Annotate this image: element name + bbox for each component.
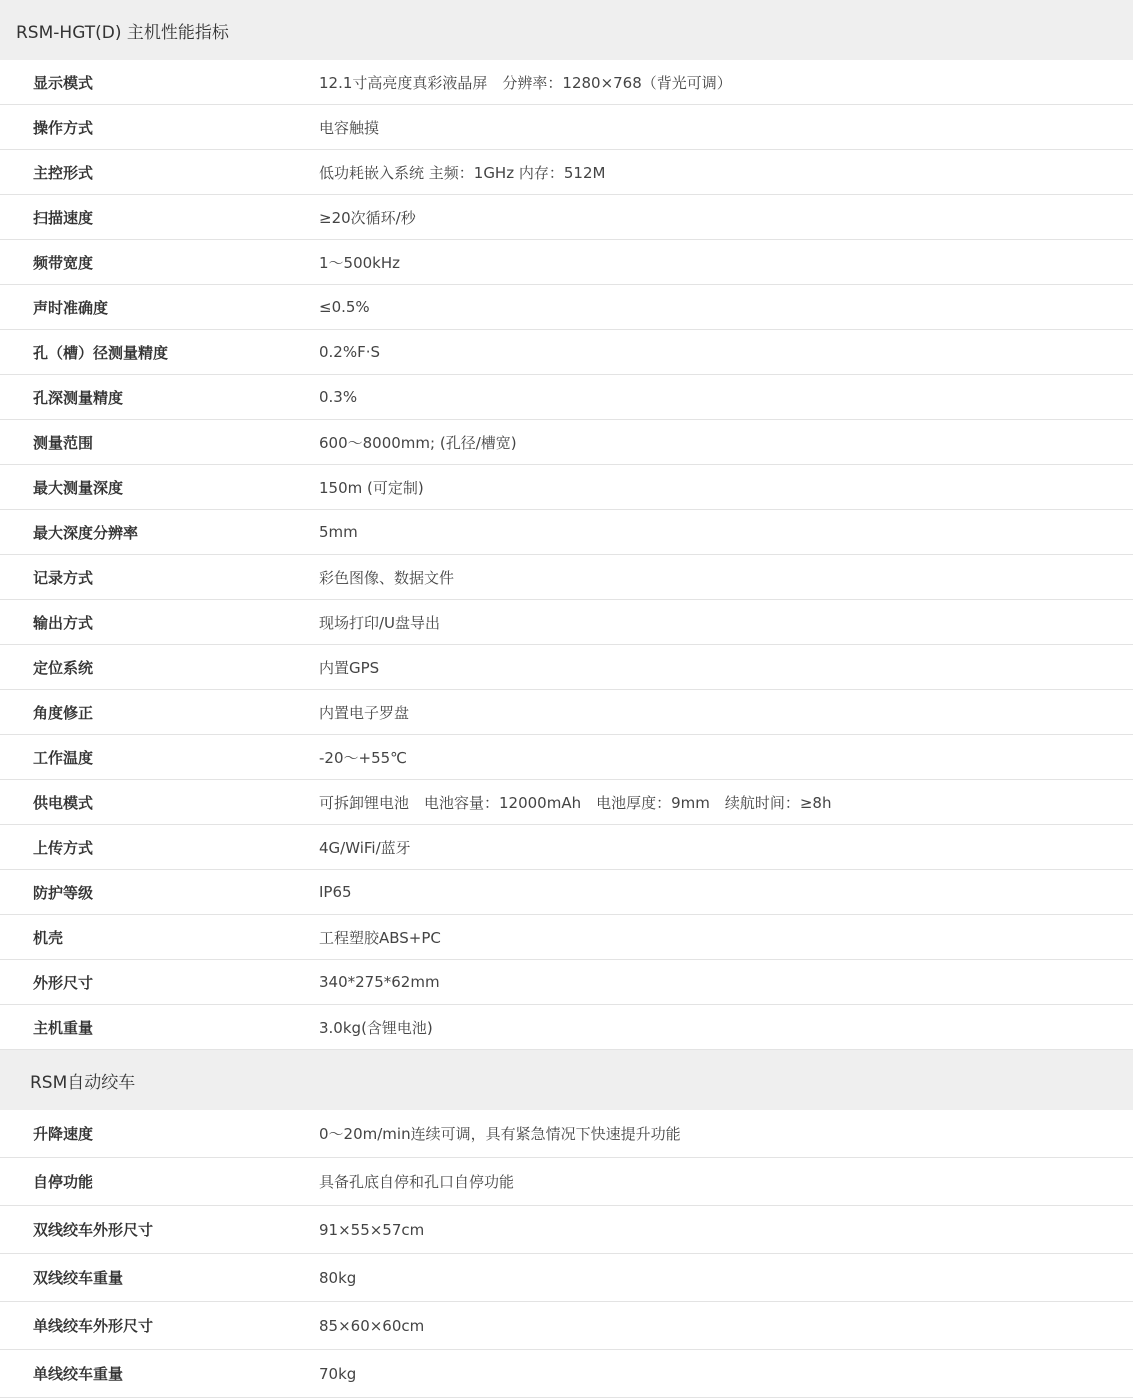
spec-label: 定位系统 (0, 645, 287, 690)
spec-label: 主机重量 (0, 1005, 287, 1050)
spec-row (0, 690, 1133, 735)
spec-row (0, 960, 1133, 1005)
spec-label: 扫描速度 (0, 195, 287, 240)
spec-row (0, 510, 1133, 555)
spec-label: 双线绞车重量 (0, 1254, 287, 1302)
spec-label: 工作温度 (0, 735, 287, 780)
spec-row (0, 600, 1133, 645)
section-title: RSM自动绞车 (30, 1072, 136, 1093)
spec-value: 5mm (287, 510, 1133, 555)
spec-row (0, 645, 1133, 690)
section-header-cell (0, 1050, 1133, 1111)
spec-value: 可拆卸锂电池 电池容量：12000mAh 电池厚度：9mm 续航时间：≥8h (287, 780, 1133, 825)
spec-label: 主控形式 (0, 150, 287, 195)
spec-label: 最大测量深度 (0, 465, 287, 510)
spec-label: 自停功能 (0, 1158, 287, 1206)
spec-label: 供电模式 (0, 780, 287, 825)
spec-value: 彩色图像、数据文件 (287, 555, 1133, 600)
spec-value: 70kg (287, 1350, 1133, 1398)
spec-value: 91×55×57cm (287, 1206, 1133, 1254)
spec-value: 600～8000mm; (孔径/槽宽) (287, 420, 1133, 465)
spec-label: 上传方式 (0, 825, 287, 870)
spec-label: 记录方式 (0, 555, 287, 600)
spec-row (0, 420, 1133, 465)
spec-row (0, 1158, 1133, 1206)
spec-value: 4G/WiFi/蓝牙 (287, 825, 1133, 870)
spec-row (0, 105, 1133, 150)
spec-label: 最大深度分辨率 (0, 510, 287, 555)
spec-label: 机壳 (0, 915, 287, 960)
spec-value: 3.0kg(含锂电池) (287, 1005, 1133, 1050)
spec-label: 显示模式 (0, 60, 287, 105)
spec-row (0, 1206, 1133, 1254)
spec-row (0, 1254, 1133, 1302)
spec-label: 测量范围 (0, 420, 287, 465)
spec-value: 85×60×60cm (287, 1302, 1133, 1350)
spec-value: 低功耗嵌入系统 主频：1GHz 内存：512M (287, 150, 1133, 195)
spec-row (0, 195, 1133, 240)
spec-row (0, 330, 1133, 375)
spec-label: 升降速度 (0, 1110, 287, 1158)
spec-value: 内置GPS (287, 645, 1133, 690)
spec-label: 孔（槽）径测量精度 (0, 330, 287, 375)
spec-label: 频带宽度 (0, 240, 287, 285)
spec-value: ≥20次循环/秒 (287, 195, 1133, 240)
spec-value: 工程塑胶ABS+PC (287, 915, 1133, 960)
section-header-cell (0, 0, 1133, 60)
spec-row (0, 1110, 1133, 1158)
spec-label: 声时准确度 (0, 285, 287, 330)
spec-row (0, 240, 1133, 285)
spec-row (0, 780, 1133, 825)
spec-row (0, 1302, 1133, 1350)
spec-row (0, 60, 1133, 105)
spec-label: 输出方式 (0, 600, 287, 645)
section-header (0, 1050, 1133, 1111)
spec-row (0, 1005, 1133, 1050)
spec-value: 现场打印/U盘导出 (287, 600, 1133, 645)
spec-label: 双线绞车外形尺寸 (0, 1206, 287, 1254)
section-header (0, 0, 1133, 60)
spec-label: 单线绞车外形尺寸 (0, 1302, 287, 1350)
spec-value: 0～20m/min连续可调，具有紧急情况下快速提升功能 (287, 1110, 1133, 1158)
spec-row (0, 465, 1133, 510)
spec-value: IP65 (287, 870, 1133, 915)
spec-value: 12.1寸高亮度真彩液晶屏 分辨率：1280×768（背光可调） (287, 60, 1133, 105)
spec-row (0, 555, 1133, 600)
spec-value: 150m (可定制) (287, 465, 1133, 510)
spec-label: 单线绞车重量 (0, 1350, 287, 1398)
spec-row (0, 870, 1133, 915)
spec-row (0, 1350, 1133, 1398)
spec-row (0, 735, 1133, 780)
spec-label: 操作方式 (0, 105, 287, 150)
spec-row (0, 915, 1133, 960)
spec-value: ≤0.5% (287, 285, 1133, 330)
spec-row (0, 285, 1133, 330)
spec-row (0, 150, 1133, 195)
spec-label: 防护等级 (0, 870, 287, 915)
section-title: RSM-HGT(D) 主机性能指标 (16, 22, 229, 43)
spec-value: 具备孔底自停和孔口自停功能 (287, 1158, 1133, 1206)
spec-label: 孔深测量精度 (0, 375, 287, 420)
spec-label: 角度修正 (0, 690, 287, 735)
spec-row (0, 825, 1133, 870)
spec-value: -20～+55℃ (287, 735, 1133, 780)
spec-value: 340*275*62mm (287, 960, 1133, 1005)
spec-value: 0.3% (287, 375, 1133, 420)
spec-value: 1～500kHz (287, 240, 1133, 285)
spec-value: 内置电子罗盘 (287, 690, 1133, 735)
spec-value: 0.2%F·S (287, 330, 1133, 375)
spec-row (0, 375, 1133, 420)
spec-label: 外形尺寸 (0, 960, 287, 1005)
spec-value: 80kg (287, 1254, 1133, 1302)
spec-value: 电容触摸 (287, 105, 1133, 150)
